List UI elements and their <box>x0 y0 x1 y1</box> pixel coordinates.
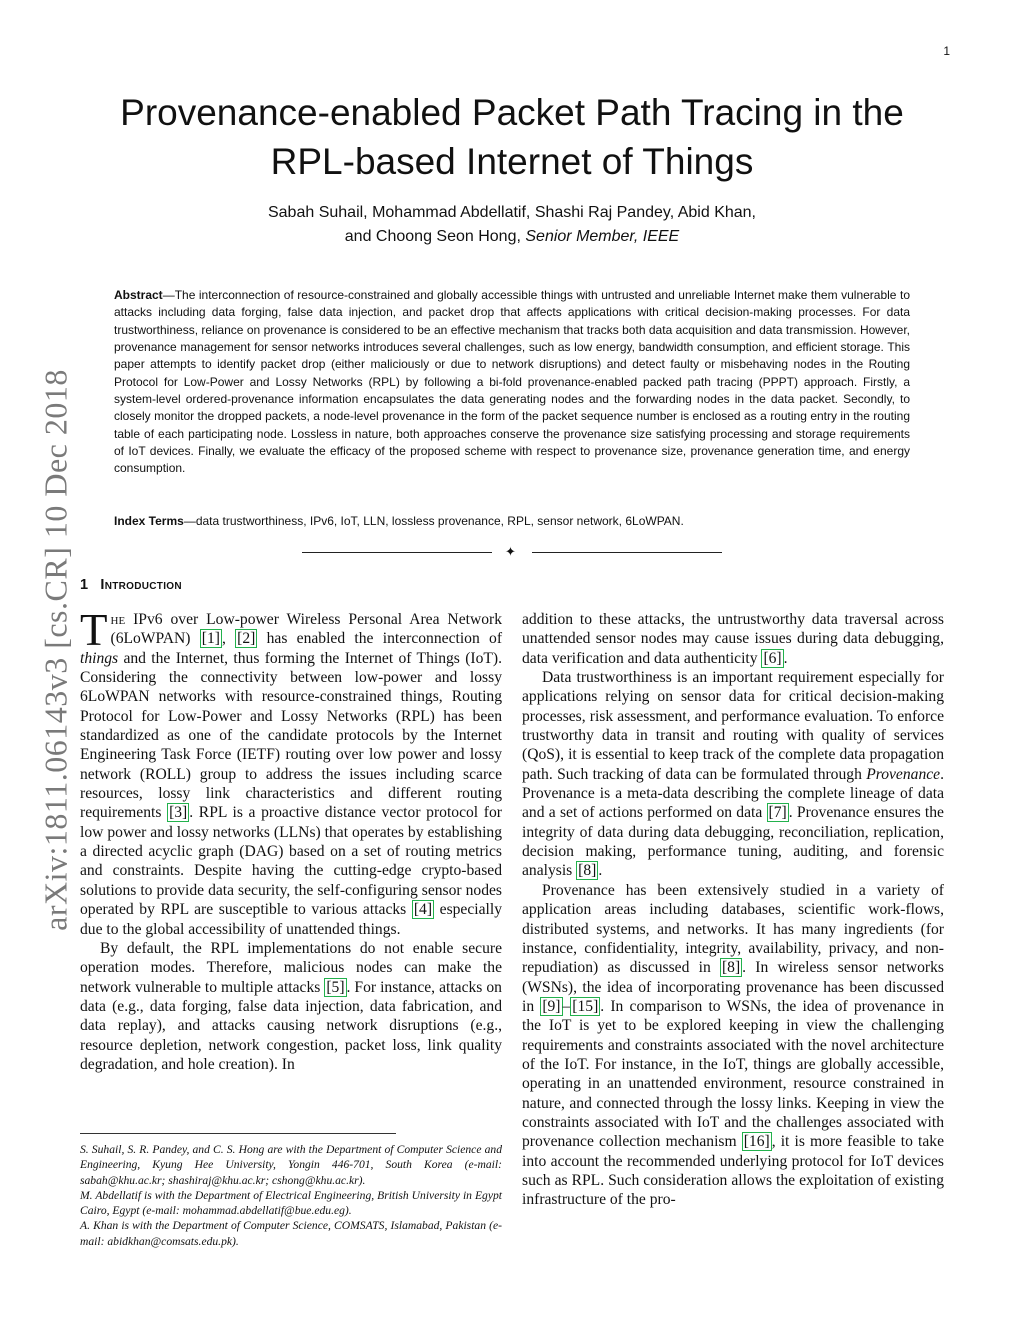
author-list <box>80 201 944 249</box>
section-separator <box>302 547 722 559</box>
intro-paragraph-4: Data trustworthiness is an important requirement especially for applications relying on sensor data for critical decision-making processes, risk assessment, and performance evaluation. To enforce trustworthy data in transit and routing with quality of services (QoS), it is essential to keep track of the complete data propagation path. Such tracking of data can be formulated through Provenance. Provenance is a meta-data describing the complete lineage of data and a set of actions performed on data [7] . Provenance ensures the integrity of data during data debugging, reconciliation, replication, decision making, performance tuning, auditing, and forensic analysis [8] . <box>522 669 944 880</box>
citation-link[interactable]: [3] <box>169 804 188 822</box>
footnote-3: A. Khan is with the Department of Computer Science, COMSATS, Islamabad, Pakistan (e-mail: abidkhan@comsats.edu.pk). <box>80 1219 502 1248</box>
intro-paragraph-1: The IPv6 over Low-power Wireless Personal Area Network (6LoWPAN) [1] , [2] has enabled the interconnection of things and the Internet, thus forming the Internet of Things (IoT). Considering the connectivity between low-power and lossy 6LoWPAN networks with resource-constrained things, Routing Protocol for Low-Power and Lossy Networks (RPL) has been standardized as one of the candidate protocols by the Internet Engineering Task Force (IETF) routing over low power and lossy network (ROLL) group to address the issues including scarce resources, lossy link characteristics and different routing requirements [3] . RPL is a proactive distance vector protocol for low power and lossy networks (LLNs) that operates by establishing a directed acyclic graph (DAG) based on a set of routing metrics and constraints. Despite having the cutting-edge crypto-based solutions to provide data security, the self-configuring sensor nodes operated by RPL are susceptible to various attacks [4] especially due to the global accessibility of unattended things. <box>80 605 503 938</box>
citation-link[interactable]: [8] <box>721 959 741 977</box>
section-heading <box>80 577 182 593</box>
footnotes <box>80 1142 502 1249</box>
drop-cap: T <box>80 605 108 655</box>
intro-paragraph-2: By default, the RPL implementations do not enable secure operation modes. Therefore, malicious nodes can make the network vulnerable to multiple attacks [5] . For instance, attacks on data (e.g., data forging, false data injection, data fabrication, and data replay), and attacks causing network disruptions (e.g., resource depletion, network congestion, packet loss, link quality degradation, and hole creation). In <box>80 939 502 1073</box>
citation-link[interactable]: [2] <box>237 630 256 648</box>
author-role: Senior Member, IEEE <box>525 228 680 245</box>
citation-link[interactable]: [9] <box>542 997 561 1015</box>
citation-link[interactable]: [7] <box>768 804 787 822</box>
abstract-text: —The interconnection of resource-constrained and globally accessible things with untrusted and unreliable Internet make them vulnerable to attacks including data forging, false data injection, and packet drop that affects applications with critical decision-making processes. For data trustworthiness, reliance on provenance is considered to be an effective mechanism that tracks both data acquisition and data transmission. However, provenance management for sensor networks introduces several challenges, such as low energy, bandwidth consumption, and efficient storage. This paper attempts to identify packet drop (either maliciously or due to network disruptions) and detect faulty or misbehaving nodes in the Routing Protocol for Low-Power and Lossy Networks (RPL) by following a bi-fold provenance-enabled packed path tracing (PPPT) approach. Firstly, a system-level ordered-provenance information encapsulates the data generating nodes and the forwarding nodes in the data packet. Secondly, to closely monitor the dropped packets, a node-level provenance in the form of the packet sequence number is enclosed as a routing entry in the routing table of each participating node. Lossless in nature, both approaches conserve the provenance size satisfying processing and storage requirements of IoT devices. Finally, we evaluate the efficacy of the proposed scheme with respect to provenance size, provenance generation time, and energy consumption. <box>114 288 910 476</box>
title-line-2: RPL-based Internet of Things <box>270 141 754 182</box>
citation-link[interactable]: [4] <box>413 901 433 919</box>
footnote-2: M. Abdellatif is with the Department of Electrical Engineering, British University in Egypt Cairo, Egypt (e-mail: mohammad.abdellatif@bue.edu.eg). <box>80 1188 502 1218</box>
citation-link[interactable]: [15] <box>572 997 599 1015</box>
authors-line-2-names: and Choong Seon Hong, <box>344 228 521 245</box>
authors-line-1: Sabah Suhail, Mohammad Abdellatif, Shashi Raj Pandey, Abid Khan, <box>267 204 756 221</box>
intro-paragraph-5: Provenance has been extensively studied in a variety of application areas including databases, scientific work-flows, distributed systems, and networks. It has many ingredients (for instance, confidentiality, integrity, availability, privacy, and non-repudiation) as discussed in [8] . In wireless sensor networks (WSNs), the idea of incorporating provenance has been discussed in [9] – [15] . In comparison to WSNs, the idea of provenance in the IoT is yet to be explored keeping in view the challenging requirements and constraints associated with the novel architecture of the IoT. For instance, in the IoT, things are globally accessible, operating in an unattended environment, resource constrained in nature, and connected through the lossy links. Keeping in view the constraints associated with IoT and the challenges associated with provenance collection mechanism [16] , it is more feasible to take into account the recommended underlying protocol for IoT devices such as RPL. Such consideration allows the exploitation of existing infrastructure of the pro- <box>522 881 944 1209</box>
citation-link[interactable]: [5] <box>326 978 345 996</box>
abstract-label: Abstract <box>114 288 163 302</box>
right-column <box>522 610 944 1210</box>
footnote-1: S. Suhail, S. R. Pandey, and C. S. Hong are with the Department of Computer Science and Engineering, Kyung Hee University, Yongin 446-701, South Korea (e-mail: sabah@khu.ac.kr; shashiraj@khu.ac.kr; cshong@khu.ac.kr). <box>80 1143 502 1187</box>
left-column <box>80 605 503 1074</box>
index-terms <box>114 513 910 530</box>
footnote-rule <box>80 1133 396 1134</box>
title-line-1: Provenance-enabled Packet Path Tracing in the <box>120 92 904 133</box>
index-terms-label: Index Terms <box>114 514 184 528</box>
section-number: 1 <box>80 577 89 593</box>
citation-link[interactable]: [8] <box>578 862 597 880</box>
section-title: Introduction <box>100 577 182 593</box>
separator-diamond-icon: ✦ <box>505 545 516 560</box>
index-terms-text: —data trustworthiness, IPv6, IoT, LLN, lossless provenance, RPL, sensor network, 6LoWPAN. <box>183 514 684 528</box>
separator-line-left <box>302 552 492 553</box>
intro-paragraph-3: addition to these attacks, the untrustworthy data traversal across unattended sensor nodes may cause issues during data debugging, data verification and data authenticity [6] . <box>522 611 944 667</box>
separator-line-right <box>532 552 722 553</box>
page-number: 1 <box>943 44 950 58</box>
paper-title <box>80 88 944 186</box>
citation-link[interactable]: [6] <box>763 649 782 667</box>
citation-link[interactable]: [1] <box>201 630 220 648</box>
authors-line-2 <box>80 225 944 249</box>
abstract <box>114 287 910 478</box>
arxiv-stamp: arXiv:1811.06143v3 [cs.CR] 10 Dec 2018 <box>37 369 74 931</box>
citation-link[interactable]: [16] <box>743 1133 770 1151</box>
